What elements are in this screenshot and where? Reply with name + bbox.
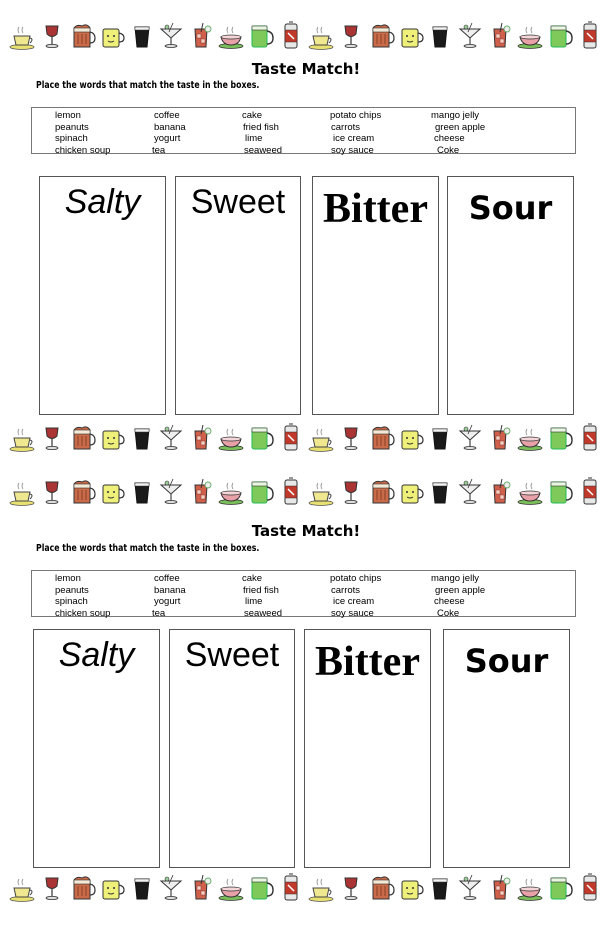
word: banana (154, 121, 186, 133)
soda-can-icon (576, 422, 604, 452)
teacup-icon (8, 872, 36, 902)
green-mug-icon (546, 476, 574, 506)
cocktail-glass-icon (456, 476, 484, 506)
word: coffee (154, 110, 180, 121)
word: Coke (437, 144, 460, 156)
drink-border-top (8, 18, 604, 50)
cocktail-glass-icon (456, 20, 484, 50)
word: tea (152, 607, 166, 619)
word: lemon (55, 110, 81, 121)
word: chicken soup (55, 607, 111, 619)
cocktail-glass-icon (456, 872, 484, 902)
wine-glass-icon (38, 872, 66, 902)
word: cake (242, 110, 263, 121)
dark-drink-glass-icon (426, 422, 454, 452)
sweet-label: Sweet (184, 636, 280, 674)
word-bank (31, 107, 576, 154)
soup-bowl-icon (516, 476, 544, 506)
soda-can-icon (576, 476, 604, 506)
wine-glass-icon (38, 20, 66, 50)
dark-drink-glass-icon (426, 476, 454, 506)
word-column (55, 573, 110, 619)
soup-bowl-icon (217, 422, 245, 452)
drink-border-bottom (8, 420, 604, 452)
word: carrots (331, 584, 361, 596)
word-column (330, 573, 381, 619)
word: soy sauce (331, 607, 374, 619)
green-mug-icon (546, 20, 574, 50)
word: cheese (434, 596, 465, 607)
bitter-label: Bitter (315, 639, 420, 685)
cocktail-glass-icon (157, 872, 185, 902)
soup-bowl-icon (217, 872, 245, 902)
worksheet-instructions: Place the words that match the taste in the boxes. (36, 543, 260, 554)
beer-mug-icon (68, 20, 96, 50)
drink-border-top (8, 474, 604, 506)
word: coffee (154, 573, 180, 584)
bitter-label: Bitter (323, 186, 428, 232)
word: mango jelly (431, 110, 480, 121)
worksheet-title: Taste Match! (251, 60, 361, 78)
sweet-label: Sweet (190, 183, 286, 221)
sour-answer-box[interactable] (443, 629, 570, 868)
word: seaweed (244, 144, 283, 156)
soup-bowl-icon (516, 422, 544, 452)
word: tea (152, 144, 166, 156)
teacup-icon (8, 20, 36, 50)
dark-drink-glass-icon (426, 872, 454, 902)
smiling-cup-icon (397, 872, 425, 902)
word: yogurt (154, 133, 181, 144)
word: carrots (331, 121, 361, 133)
iced-tea-icon (486, 476, 514, 506)
teacup-icon (8, 476, 36, 506)
green-mug-icon (546, 872, 574, 902)
word: lime (245, 596, 263, 607)
word: chicken soup (55, 144, 111, 156)
word: mango jelly (431, 573, 480, 584)
wine-glass-icon (337, 422, 365, 452)
word-column (431, 110, 485, 156)
soup-bowl-icon (516, 20, 544, 50)
word: lime (245, 133, 263, 144)
dark-drink-glass-icon (426, 20, 454, 50)
teacup-icon (307, 872, 335, 902)
word: spinach (55, 596, 88, 607)
word-column (242, 573, 282, 619)
smiling-cup-icon (98, 422, 126, 452)
dark-drink-glass-icon (128, 872, 156, 902)
sweet-answer-box[interactable] (169, 629, 295, 868)
salty-answer-box[interactable] (39, 176, 166, 415)
word: green apple (435, 121, 486, 133)
sour-answer-box[interactable] (447, 176, 574, 415)
word: peanuts (55, 121, 89, 133)
soda-can-icon (277, 20, 305, 50)
soda-can-icon (576, 20, 604, 50)
cocktail-glass-icon (157, 476, 185, 506)
word: peanuts (55, 584, 89, 596)
soup-bowl-icon (217, 476, 245, 506)
teacup-icon (8, 422, 36, 452)
beer-mug-icon (68, 476, 96, 506)
wine-glass-icon (337, 20, 365, 50)
iced-tea-icon (486, 872, 514, 902)
teacup-icon (307, 476, 335, 506)
soda-can-icon (576, 872, 604, 902)
wine-glass-icon (337, 476, 365, 506)
word: Coke (437, 607, 460, 619)
wine-glass-icon (38, 422, 66, 452)
word: seaweed (244, 607, 283, 619)
green-mug-icon (546, 422, 574, 452)
iced-tea-icon (486, 422, 514, 452)
word: potato chips (330, 573, 382, 584)
word: fried fish (243, 584, 279, 596)
wine-glass-icon (38, 476, 66, 506)
salty-label: Salty (58, 636, 135, 674)
green-mug-icon (247, 476, 275, 506)
word: soy sauce (331, 144, 374, 156)
iced-tea-icon (187, 20, 215, 50)
beer-mug-icon (68, 422, 96, 452)
salty-label: Salty (64, 183, 141, 221)
soda-can-icon (277, 872, 305, 902)
bitter-answer-box[interactable] (304, 629, 431, 868)
iced-tea-icon (486, 20, 514, 50)
word-column (55, 110, 110, 156)
iced-tea-icon (187, 872, 215, 902)
beer-mug-icon (367, 872, 395, 902)
green-mug-icon (247, 872, 275, 902)
smiling-cup-icon (98, 20, 126, 50)
wine-glass-icon (337, 872, 365, 902)
word-column (154, 110, 186, 156)
beer-mug-icon (367, 476, 395, 506)
smiling-cup-icon (397, 422, 425, 452)
green-mug-icon (247, 422, 275, 452)
sour-label: Sour (464, 642, 549, 680)
iced-tea-icon (187, 422, 215, 452)
sour-label: Sour (468, 189, 553, 227)
beer-mug-icon (367, 422, 395, 452)
smiling-cup-icon (98, 476, 126, 506)
worksheet-title: Taste Match! (251, 522, 361, 540)
teacup-icon (307, 422, 335, 452)
soup-bowl-icon (516, 872, 544, 902)
cocktail-glass-icon (157, 422, 185, 452)
smiling-cup-icon (397, 476, 425, 506)
word: lemon (55, 573, 81, 584)
word-bank (31, 570, 576, 617)
word: green apple (435, 584, 486, 596)
smiling-cup-icon (98, 872, 126, 902)
iced-tea-icon (187, 476, 215, 506)
worksheet-instructions: Place the words that match the taste in the boxes. (36, 80, 260, 91)
word: ice cream (333, 133, 375, 144)
teacup-icon (307, 20, 335, 50)
word-column (242, 110, 282, 156)
dark-drink-glass-icon (128, 20, 156, 50)
dark-drink-glass-icon (128, 476, 156, 506)
word: cake (242, 573, 263, 584)
sweet-answer-box[interactable] (175, 176, 301, 415)
beer-mug-icon (68, 872, 96, 902)
word-column (330, 110, 381, 156)
soda-can-icon (277, 476, 305, 506)
word: ice cream (333, 596, 375, 607)
word: yogurt (154, 596, 181, 607)
smiling-cup-icon (397, 20, 425, 50)
cocktail-glass-icon (456, 422, 484, 452)
dark-drink-glass-icon (128, 422, 156, 452)
bitter-answer-box[interactable] (312, 176, 439, 415)
soup-bowl-icon (217, 20, 245, 50)
soda-can-icon (277, 422, 305, 452)
word-column (431, 573, 485, 619)
word: fried fish (243, 121, 279, 133)
word: banana (154, 584, 186, 596)
word: spinach (55, 133, 88, 144)
word-column (154, 573, 186, 619)
cocktail-glass-icon (157, 20, 185, 50)
word: potato chips (330, 110, 382, 121)
drink-border-bottom (8, 870, 604, 902)
word: cheese (434, 133, 465, 144)
green-mug-icon (247, 20, 275, 50)
beer-mug-icon (367, 20, 395, 50)
salty-answer-box[interactable] (33, 629, 160, 868)
